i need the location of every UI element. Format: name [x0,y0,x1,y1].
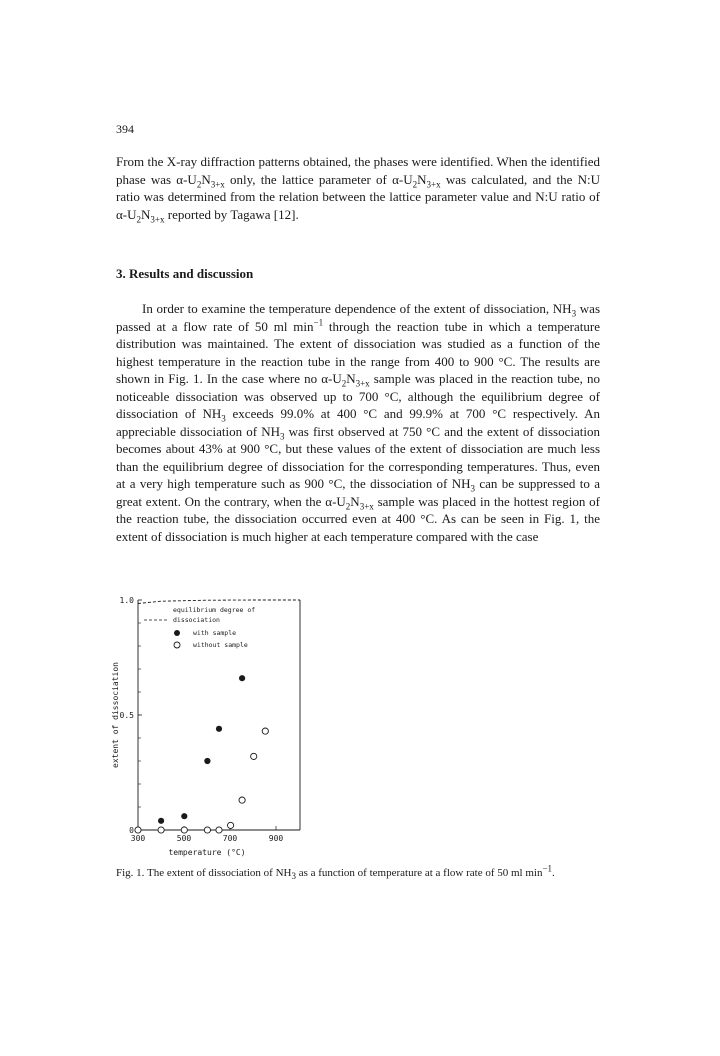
paragraph-results: In order to examine the temperature dependence of the extent of dissociation, $NH_3$ was passed at a flow rate of 50 ml $\min^{-1}$ through the reaction tube in which a temperature distribution was maintained. The extent of dissociation was studied as a function of the highest temperature in the reaction tube in the range from 400 to 900 °C. The results are shown in Fig. 1. In the case where no $\alpha-U_2N_{3+x}$ sample was placed in the reaction tube, no noticeable dissociation was observed up to 700 °C, although the equilibrium degree of dissociation of $NH_3$ exceeds 99.0% at 400 °C and 99.9% at 700 °C respectively. An appreciable dissociation of $NH_3$ was first observed at 750 °C and the extent of dissociation becomes about 43% at 900 °C, but these values of the extent of dissociation are much less than the equilibrium degree of dissociation for the corresponding temperatures. Thus, even at a very high temperature such as 900 °C, the dissociation of $NH_3$ can be suppressed to a great extent. On the contrary, when the $\alpha-U_2N_{3+x}$ sample was placed in the hottest region of the reaction tube, the dissociation occurred even at 400 °C. As can be seen in Fig. 1, the extent of dissociation is much higher at each temperature compared with the case [116,301,600,544]
point-with-sample-750 [239,675,245,681]
point-without-sample-600 [204,827,210,833]
point-with-sample-600 [204,758,210,764]
legend-open-marker [174,642,180,648]
y-axis-label: extent of dissociation [111,662,120,768]
data-points [135,675,269,833]
point-without-sample-850 [262,728,268,734]
point-without-sample-700 [228,822,234,828]
x-tick-label-300: 300 [130,834,146,843]
x-tick-label-500: 500 [176,834,192,843]
legend-filled-marker [174,630,180,636]
y-tick-label-0: 0 [129,826,134,835]
point-without-sample-300 [135,827,141,833]
equilibrium-dashed-line [138,600,300,604]
x-tick-label-900: 900 [268,834,284,843]
x-axis-label: temperature (°C) [168,848,246,857]
legend-equilibrium-line1: equilibrium degree of [173,606,256,614]
legend-without-sample: without sample [193,641,248,649]
figure-1-chart [110,592,320,862]
point-without-sample-650 [216,827,222,833]
figure-caption: Fig. 1. The extent of dissociation of $NH_3$ as a function of temperature at a flow rate of 50 ml $\min^{-1}$. [116,863,555,882]
point-without-sample-750 [239,797,245,803]
y-tick-label-1: 1.0 [119,596,134,605]
point-without-sample-500 [181,827,187,833]
point-with-sample-400 [158,818,164,824]
point-without-sample-400 [158,827,164,833]
y-ticks [138,600,142,807]
paragraph-phase-identification: From the X-ray diffraction patterns obtained, the phases were identified. When the identified phase was $\alpha-U_2N_{3+x}$ only, the lattice parameter of $\alpha-U_2N_{3+x}$ was calculated, and the N:U ratio was determined from the relation between the lattice parameter value and N:U ratio of $\alpha-U_2N_{3+x}$ reported by Tagawa [12]. [116,154,600,225]
section-heading: 3. Results and discussion [116,266,254,281]
y-tick-label-05: 0.5 [119,711,134,720]
point-without-sample-800 [251,753,257,759]
legend [144,606,255,649]
point-with-sample-500 [181,813,187,819]
legend-with-sample: with sample [193,629,237,637]
x-tick-label-700: 700 [222,834,238,843]
page-number: 394 [116,122,134,136]
legend-equilibrium-line2: dissociation [173,616,220,624]
point-with-sample-650 [216,726,222,732]
